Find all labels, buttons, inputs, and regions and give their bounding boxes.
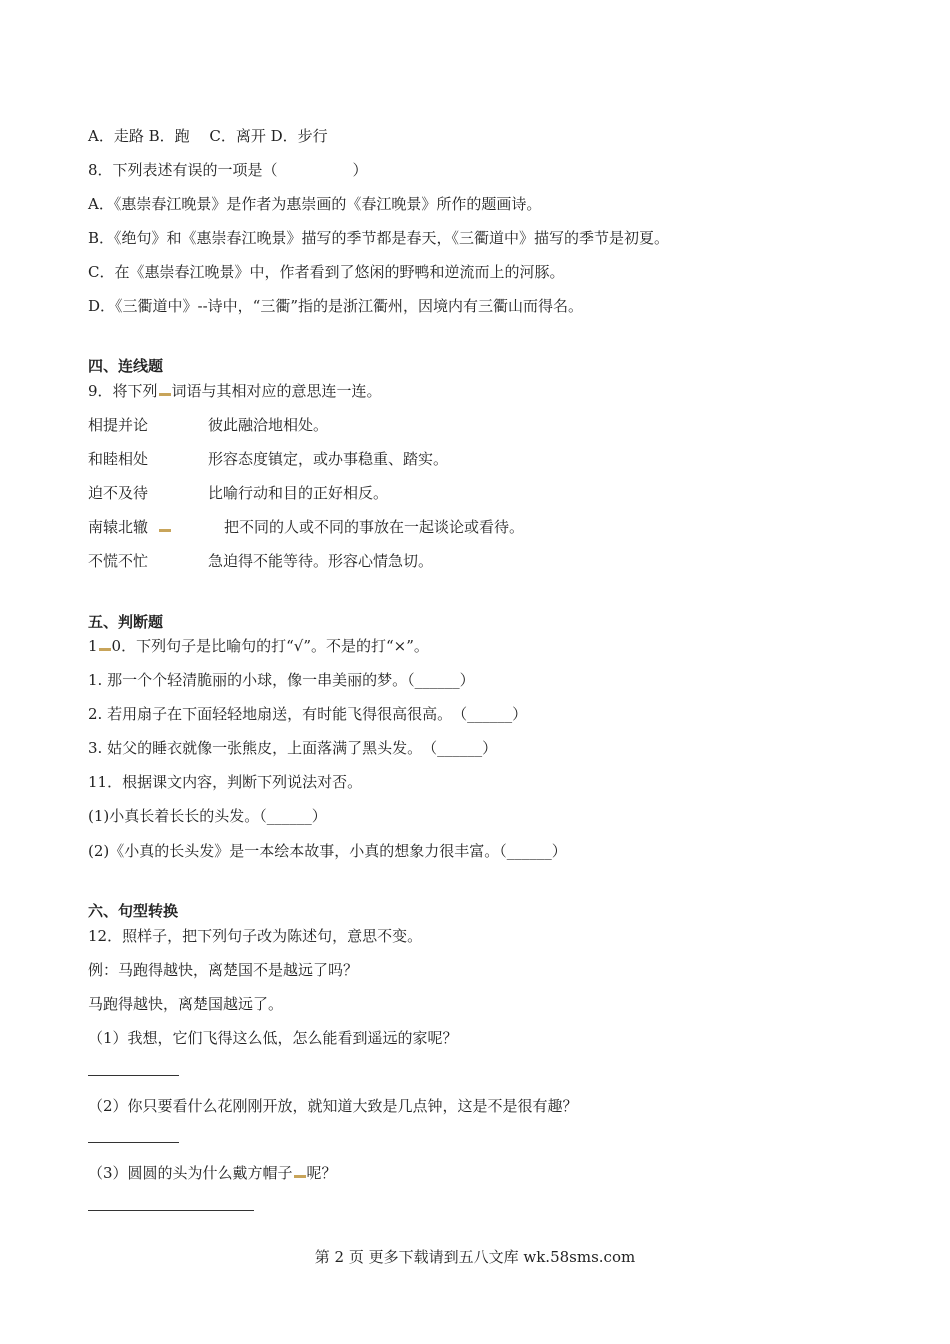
match-meaning: 比喻行动和目的正好相反。 (208, 484, 389, 502)
q12-item-3-pre: （3）圆圆的头为什么戴方帽子 (88, 1164, 293, 1182)
section6-title: 六、句型转换 (88, 902, 179, 920)
q11-item: (2)《小真的长头发》是一本绘本故事，小真的想象力很丰富。（______） (88, 842, 567, 860)
match-row (88, 449, 448, 469)
q7-options: A．走路 B．跑 C．离开 D．步行 (88, 127, 328, 145)
q11-question: 11．根据课文内容，判断下列说法对否。 (88, 773, 363, 791)
q12-item-3-post: 呢？ (306, 1164, 337, 1182)
q8-option-d: D．《三衢道中》--诗中，“三衢”指的是浙江衢州，因境内有三衢山而得名。 (88, 297, 584, 315)
q10-question (88, 636, 429, 656)
q12-question: 12．照样子，把下列句子改为陈述句，意思不变。 (88, 927, 423, 945)
match-term: 相提并论 (88, 416, 149, 434)
match-row (88, 415, 328, 435)
highlight-mark (159, 393, 171, 396)
match-meaning: 急迫得不能等待。形容心情急切。 (208, 552, 434, 570)
q8-option-a: A．《惠崇春江晚景》是作者为惠崇画的《春江晚景》所作的题画诗。 (88, 195, 542, 213)
match-term-text: 南辕北辙 (88, 518, 149, 536)
highlight-mark (294, 1175, 306, 1178)
match-row (88, 483, 388, 503)
match-row (88, 551, 433, 571)
q10-item: 2. 若用扇子在下面轻轻地扇送，有时能飞得很高很高。 （______） (88, 705, 528, 723)
highlight-mark (159, 529, 171, 532)
q10-item: 1. 那一个个轻清脆丽的小球，像一串美丽的梦。（______） (88, 671, 475, 689)
section4-title: 四、连线题 (88, 357, 164, 375)
match-meaning: 彼此融洽地相处。 (208, 416, 329, 434)
q12-item-1: （1）我想，它们飞得这么低，怎么能看到遥远的家呢？ (88, 1029, 458, 1047)
page-footer: 第 2 页 更多下载请到五八文库 wk.58sms.com (314, 1248, 636, 1266)
q10-text-post: 0．下列句子是比喻句的打“√”。不是的打“×”。 (111, 637, 429, 655)
q12-item-2: （2）你只要看什么花刚刚开放，就知道大致是几点钟，这是不是很有趣？ (88, 1097, 578, 1115)
q8-option-c: C．在《惠崇春江晚景》中，作者看到了悠闲的野鸭和逆流而上的河豚。 (88, 263, 565, 281)
match-row (88, 517, 524, 537)
highlight-mark (99, 648, 111, 651)
q10-item: 3. 姑父的睡衣就像一张熊皮，上面落满了黑头发。 （______） (88, 739, 498, 757)
answer-line-3[interactable] (88, 1210, 254, 1211)
answer-line-2[interactable] (88, 1142, 179, 1143)
answer-line-1[interactable] (88, 1075, 179, 1076)
match-meaning: 把不同的人或不同的事放在一起谈论或看待。 (224, 518, 525, 536)
section5-title: 五、判断题 (88, 613, 164, 631)
q9-question (88, 381, 382, 401)
match-term: 和睦相处 (88, 450, 149, 468)
match-term: 迫不及待 (88, 484, 149, 502)
match-meaning: 形容态度镇定，或办事稳重、踏实。 (208, 450, 449, 468)
q9-text-pre: 9．将下列 (88, 382, 158, 400)
q8-question: 8．下列表述有误的一项是（ ） (88, 161, 368, 179)
q12-example-answer: 马跑得越快，离楚国越远了。 (88, 995, 284, 1013)
q12-example: 例：马跑得越快，离楚国不是越远了吗？ (88, 961, 359, 979)
q12-item-3 (88, 1163, 337, 1183)
q10-text-pre: 1 (88, 637, 98, 655)
q9-text-post: 词语与其相对应的意思连一连。 (171, 382, 382, 400)
q11-item: (1)小真长着长长的头发。（______） (88, 807, 327, 825)
q8-option-b: B．《绝句》和《惠崇春江晚景》描写的季节都是春天，《三衢道中》描写的季节是初夏。 (88, 229, 670, 247)
match-term: 不慌不忙 (88, 552, 149, 570)
match-term (88, 517, 224, 537)
